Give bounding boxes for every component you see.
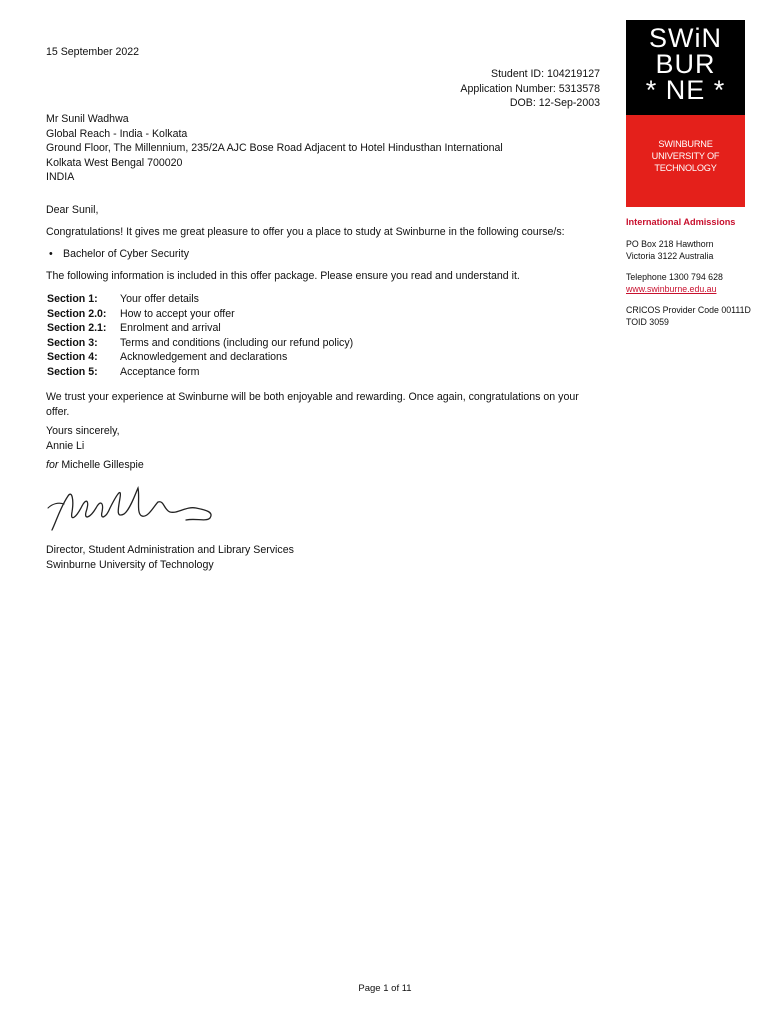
section-label: Section 4: (47, 351, 98, 364)
po-region: Victoria 3122 Australia (626, 251, 714, 261)
swinburne-logo (626, 20, 745, 115)
section-title: Acknowledgement and declarations (120, 351, 288, 364)
cricos-code: CRICOS Provider Code 00111D (626, 305, 751, 315)
salutation: Dear Sunil, (46, 204, 99, 216)
section-row (47, 321, 353, 336)
application-number: Application Number: 5313578 (460, 82, 600, 95)
course-name: Bachelor of Cyber Security (63, 248, 190, 260)
logo-subtitle-1: SWINBURNE (658, 139, 713, 149)
section-title: How to accept your offer (120, 307, 235, 320)
recipient-line: Ground Floor, The Millennium, 235/2A AJC Bose Road Adjacent to Hotel Hindusthan International (46, 142, 503, 155)
yours-sincerely: Yours sincerely, (46, 425, 120, 437)
logo-line-2: BUR (655, 49, 716, 79)
section-label: Section 5: (47, 366, 98, 379)
section-label: Section 3: (47, 336, 98, 349)
section-title: Terms and conditions (including our refund policy) (120, 336, 354, 349)
section-title: Acceptance form (120, 366, 200, 379)
info-paragraph: The following information is included in this offer package. Please ensure you read and understand it. (46, 270, 520, 282)
for-line (46, 458, 144, 473)
recipient-line: Global Reach - India - Kolkata (46, 127, 188, 140)
student-id: Student ID: 104219127 (491, 68, 600, 80)
recipient-line: Kolkata West Bengal 700020 (46, 156, 183, 169)
section-row (47, 336, 353, 351)
recipient-address (46, 112, 503, 185)
section-row (47, 292, 353, 307)
logo-line-3: * NE * (645, 75, 726, 105)
section-label: Section 1: (47, 293, 98, 305)
signer-name: Annie Li (46, 439, 85, 452)
bullet-icon: • (49, 248, 53, 260)
sign-off (46, 424, 120, 453)
website-link[interactable]: www.swinburne.edu.au (626, 284, 717, 294)
logo-line-1: SWiN (649, 23, 722, 53)
sections-list (47, 292, 353, 380)
for-name: Michelle Gillespie (61, 459, 144, 471)
po-box: PO Box 218 Hawthorn (626, 239, 714, 249)
section-title: Your offer details (120, 293, 199, 305)
letter-date: 15 September 2022 (46, 46, 140, 58)
closing-paragraph: We trust your experience at Swinburne will be both enjoyable and rewarding. Once again, congratulations on your offer. (46, 391, 579, 418)
section-row (47, 307, 353, 322)
logo-subtitle-2: UNIVERSITY OF (651, 151, 720, 161)
toid: TOID 3059 (626, 317, 669, 327)
section-row (47, 350, 353, 365)
section-title: Enrolment and arrival (120, 322, 221, 335)
telephone: Telephone 1300 794 628 (626, 272, 723, 282)
contact-sidebar (626, 216, 766, 328)
congratulations-paragraph: Congratulations! It gives me great pleasure to offer you a place to study at Swinburne in the following course/s: (46, 226, 565, 238)
recipient-line: INDIA (46, 171, 75, 184)
sidebar-heading: International Admissions (626, 217, 736, 227)
recipient-line: Mr Sunil Wadhwa (46, 113, 129, 125)
signer-title (46, 543, 294, 572)
logo-subtitle-3: TECHNOLOGY (654, 163, 717, 173)
student-details (300, 67, 600, 111)
date-of-birth: DOB: 12-Sep-2003 (509, 97, 600, 110)
signature-image (46, 478, 226, 538)
course-list-item (49, 247, 189, 262)
signer-position: Director, Student Administration and Library Services (46, 544, 294, 556)
section-row (47, 365, 353, 380)
logo-red-panel (626, 115, 745, 207)
for-word: for (46, 459, 59, 471)
section-label: Section 2.1: (47, 322, 107, 335)
signer-organisation: Swinburne University of Technology (46, 558, 214, 571)
section-label: Section 2.0: (47, 307, 107, 320)
page-number: Page 1 of 11 (358, 983, 412, 994)
